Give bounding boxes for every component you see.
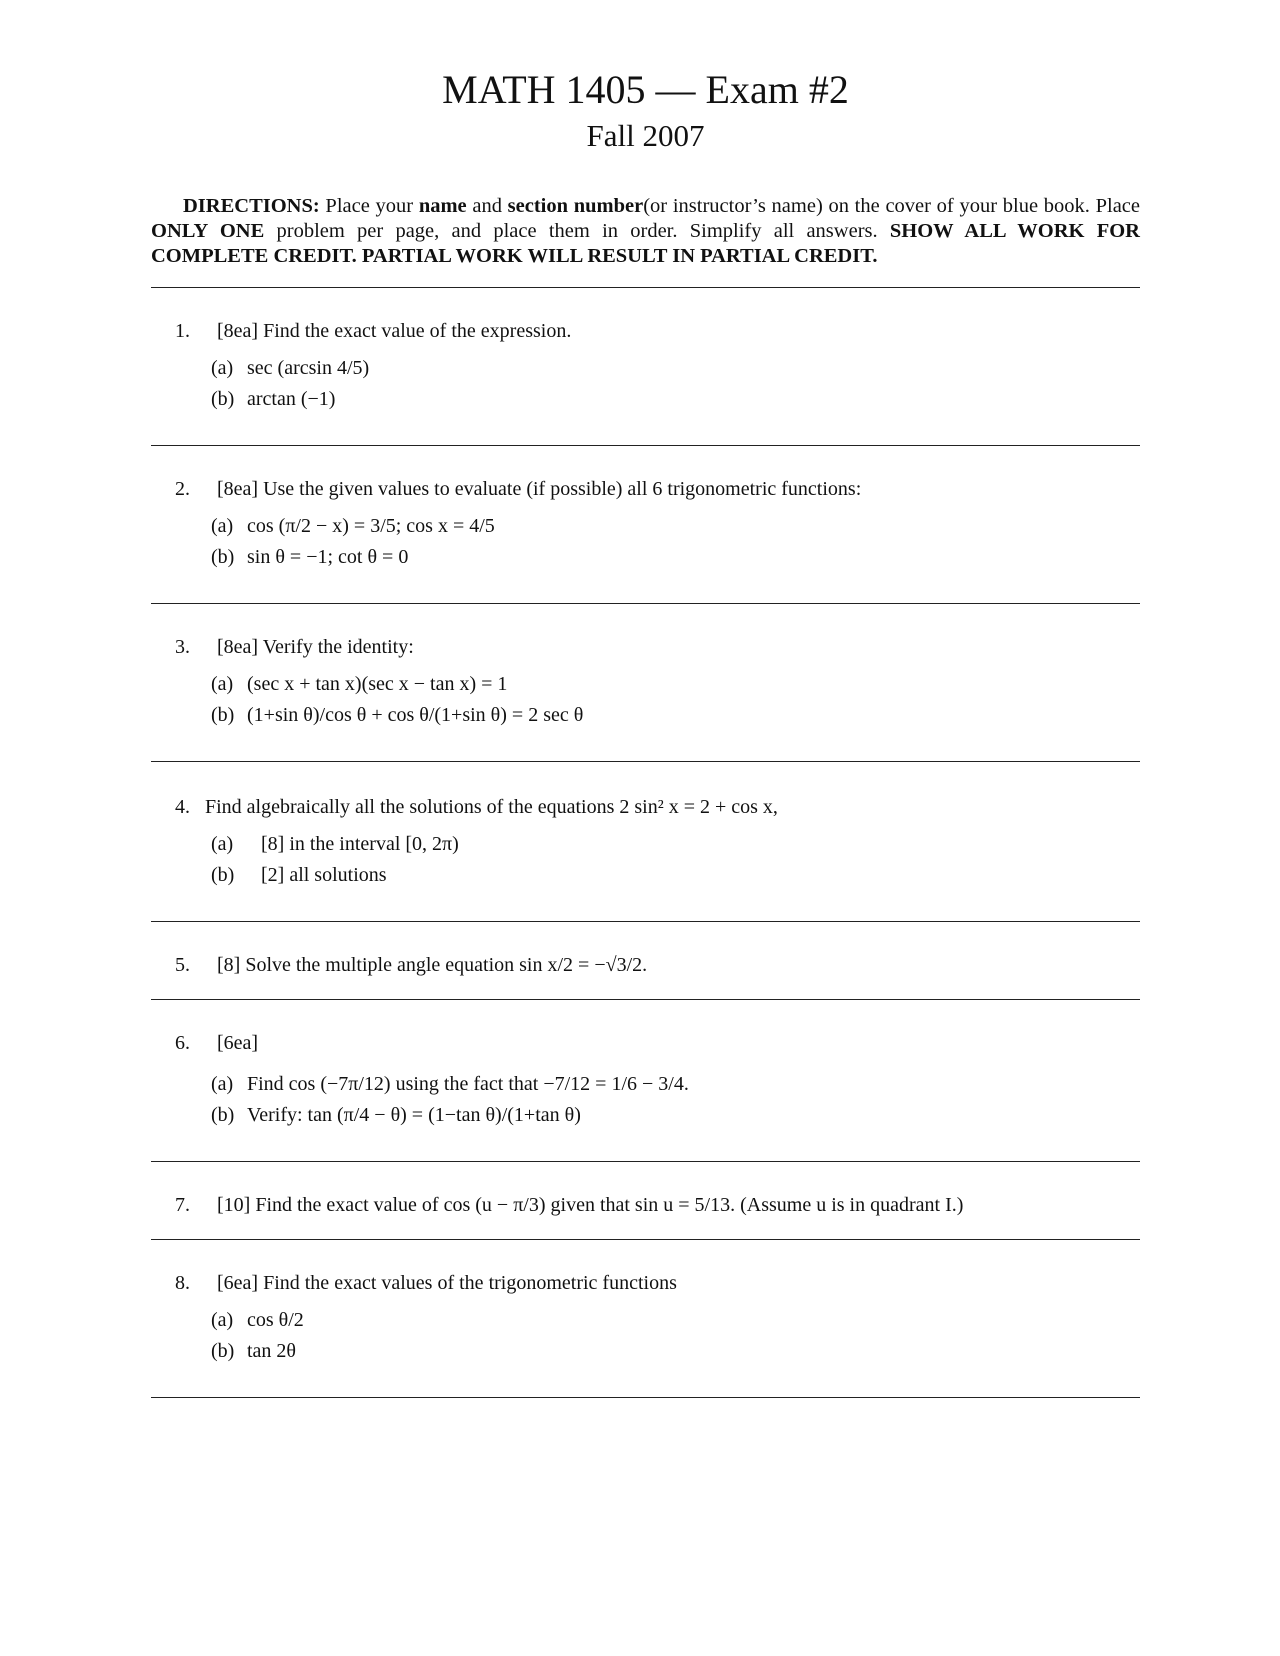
problem-text: [6ea] Find the exact values of the trigonometric functions [217, 1272, 677, 1294]
problem-part [151, 1305, 1140, 1336]
part-label: (b) [211, 704, 235, 726]
problem-3 [151, 636, 1140, 731]
part-math: cos (π/2 − x) = 3/5; cos x = 4/5 [247, 515, 495, 537]
part-label: (b) [211, 1340, 235, 1362]
directions-bold: SHOW ALL WORK FOR COMPLETE CREDIT. PARTIAL WORK WILL RESULT IN PARTIAL CREDIT. [151, 220, 1140, 267]
problem-number: 2. [175, 478, 190, 500]
problem-text: [8ea] Find the exact value of the expression. [217, 320, 572, 342]
directions-text: Place your [319, 195, 419, 217]
part-label: (b) [211, 388, 235, 410]
problem-part [151, 829, 1140, 860]
problem-text: [8ea] Use the given values to evaluate (if possible) all 6 trigonometric functions: [217, 478, 862, 500]
problem-text: [6ea] [217, 1032, 259, 1054]
part-math: arctan (−1) [247, 388, 336, 410]
problem-text: [10] Find the exact value of cos (u − π/3) given that sin u = 5/13. (Assume u is in quadrant I.) [217, 1194, 964, 1216]
part-text: Verify: tan (π/4 − θ) = (1−tan θ)/(1+tan θ) [247, 1104, 581, 1126]
problem-part [151, 1069, 1140, 1100]
exam-term: Fall 2007 [586, 118, 705, 153]
directions-text: problem per page, and place them in order. Simplify all answers. [264, 220, 890, 242]
problem-part [151, 542, 1140, 573]
problem-part [151, 669, 1140, 700]
directions-bold: name [418, 195, 467, 217]
divider [151, 287, 1140, 288]
problem-2 [151, 478, 1140, 573]
directions-bold: section number [507, 195, 644, 217]
problem-number: 6. [175, 1032, 190, 1054]
problem-text: Find algebraically all the solutions of the equations 2 sin² x = 2 + cos x, [205, 796, 778, 818]
problem-7 [151, 1194, 1140, 1217]
part-math: (1+sin θ)/cos θ + cos θ/(1+sin θ) = 2 sec θ [247, 704, 584, 726]
problem-number: 8. [175, 1272, 190, 1294]
divider [151, 761, 1140, 762]
exam-title: MATH 1405 — Exam #2 [442, 67, 849, 112]
problem-number: 5. [175, 954, 190, 976]
part-math: sec (arcsin 4/5) [247, 357, 370, 379]
problem-1 [151, 320, 1140, 415]
problem-number: 3. [175, 636, 190, 658]
part-label: (a) [211, 833, 234, 855]
part-label: (a) [211, 1073, 234, 1095]
problem-8 [151, 1272, 1140, 1367]
problem-part [151, 384, 1140, 415]
part-label: (b) [211, 1104, 235, 1126]
problem-5 [151, 954, 1140, 977]
part-label: (a) [211, 1309, 234, 1331]
directions-text: (or instructor’s name) on the cover of your blue book. Place [643, 195, 1140, 217]
divider [151, 1397, 1140, 1398]
problem-number: 7. [175, 1194, 190, 1216]
part-text: Find cos (−7π/12) using the fact that −7/12 = 1/6 − 3/4. [247, 1073, 689, 1095]
part-math: tan 2θ [247, 1340, 297, 1362]
part-label: (a) [211, 673, 234, 695]
part-math: (sec x + tan x)(sec x − tan x) = 1 [247, 673, 508, 695]
part-label: (a) [211, 515, 234, 537]
problem-text: [8] Solve the multiple angle equation sin x/2 = −√3/2. [217, 954, 648, 976]
part-label: (b) [211, 546, 235, 568]
part-text: [8] in the interval [0, 2π) [261, 833, 459, 855]
problem-text: [8ea] Verify the identity: [217, 636, 414, 658]
part-math: sin θ = −1; cot θ = 0 [247, 546, 409, 568]
exam-page [151, 60, 1140, 1398]
problem-part [151, 1100, 1140, 1131]
part-label: (a) [211, 357, 234, 379]
divider [151, 921, 1140, 922]
directions [151, 194, 1140, 269]
divider [151, 1239, 1140, 1240]
divider [151, 603, 1140, 604]
directions-text: and [466, 195, 508, 217]
problem-number: 4. [175, 796, 190, 818]
part-text: [2] all solutions [261, 864, 387, 886]
directions-label: DIRECTIONS: [183, 195, 320, 217]
problem-number: 1. [175, 320, 190, 342]
problem-part [151, 511, 1140, 542]
divider [151, 1161, 1140, 1162]
divider [151, 999, 1140, 1000]
problem-part [151, 353, 1140, 384]
directions-bold: ONLY ONE [151, 220, 265, 242]
problem-part [151, 860, 1140, 891]
part-label: (b) [211, 864, 235, 886]
problem-6 [151, 1032, 1140, 1131]
problem-4 [151, 796, 1140, 891]
problem-part [151, 700, 1140, 731]
problem-part [151, 1336, 1140, 1367]
divider [151, 445, 1140, 446]
part-math: cos θ/2 [247, 1309, 304, 1331]
